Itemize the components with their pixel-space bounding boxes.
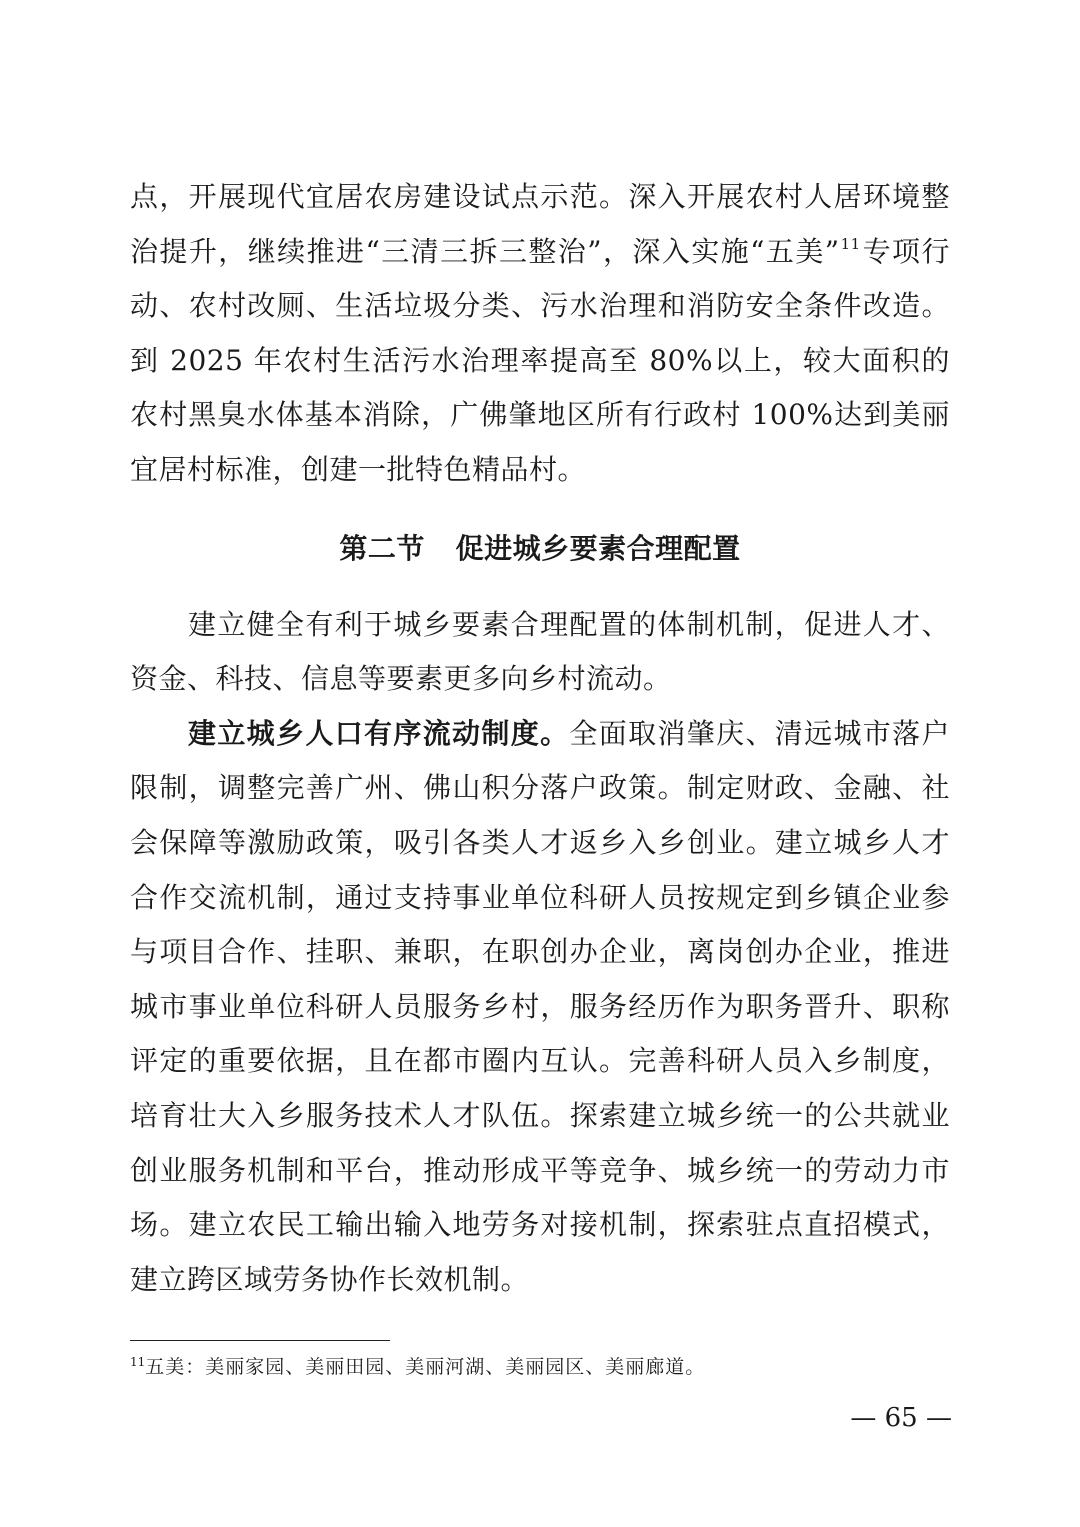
paragraph-1-text-a: 点，开展现代宜居农房建设试点示范。深入开展农村人居环境整治提升，继续推进“三清三拆三整治”，深入实施“五美” [130,180,950,268]
paragraph-lead-heading: 建立城乡人口有序流动制度。 [188,716,570,750]
paragraph-3-body: 全面取消肇庆、清远城市落户限制，调整完善广州、佛山积分落户政策。制定财政、金融、社会保障等激励政策，吸引各类人才返乡入乡创业。建立城乡人才合作交流机制，通过支持事业单位科研人员按规定到乡镇企业参与项目合作、挂职、兼职，在职创办企业，离岗创办企业，推进城市事业单位科研人员服务乡村，服务经历作为职务晋升、职称评定的重要依据，且在都市圈内互认。完善科研人员入乡制度，培育壮大入乡服务技术人才队伍。探索建立城乡统一的公共就业创业服务机制和平台，推动形成平等竞争、城乡统一的劳动力市场。建立农民工输出输入地劳务对接机制，探索驻点直招模式，建立跨区域劳务协作长效机制。 [130,716,950,1296]
paragraph-population-flow [130,707,950,1308]
page-number-dash-left: — [850,1403,877,1433]
footnote-divider [130,1340,390,1341]
paragraph-intro: 建立健全有利于城乡要素合理配置的体制机制，促进人才、资金、科技、信息等要素更多向乡村流动。 [130,607,950,696]
page-number-value: 65 [884,1403,918,1433]
footnote-reference[interactable]: 11 [840,234,861,253]
body-text [130,170,950,1307]
section-title: 促进城乡要素合理配置 [455,531,741,565]
footnote [130,1352,950,1382]
footnote-marker: 11 [130,1355,146,1369]
section-heading [130,522,950,576]
page-number-dash-right: — [926,1403,952,1433]
paragraph-1-text-b: 专项行动、农村改厕、生活垃圾分类、污水治理和消防安全条件改造。到 2025 年农村生活污水治理率提高至 80%以上，较大面积的农村黑臭水体基本消除，广佛肇地区所有行政村 100%达到美丽宜居村标准，创建一批特色精品村。 [130,234,950,486]
footnote-text: 五美：美丽家园、美丽田园、美丽河湖、美丽园区、美丽廊道。 [145,1356,706,1378]
page-number [850,1400,952,1436]
section-number: 第二节 [339,531,425,565]
paragraph-continuation [130,170,950,498]
